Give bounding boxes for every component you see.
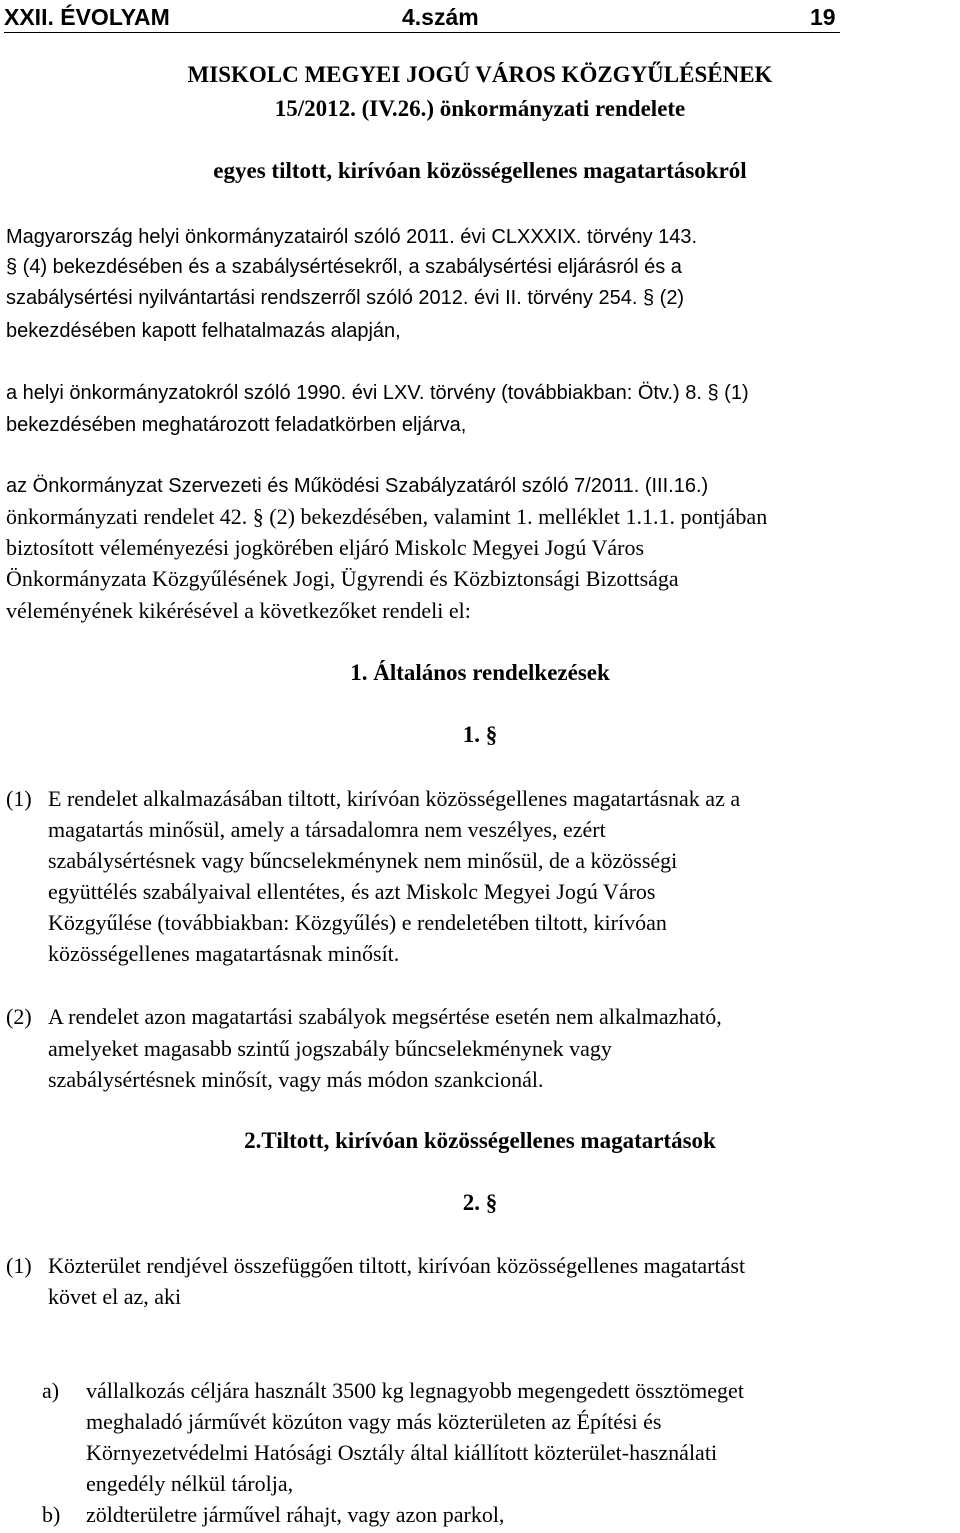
subitem-b-line-1: zöldterületre járművel ráhajt, vagy azon parkol, — [86, 1502, 505, 1527]
subitem-a-letter: a) — [42, 1378, 60, 1403]
preamble-p3-line-2: önkormányzati rendelet 42. § (2) bekezdésében, valamint 1. melléklet 1.1.1. pontjában — [6, 504, 768, 529]
section-2-paragraph-mark: 2. § — [462, 1190, 498, 1215]
item-1-line-1: E rendelet alkalmazásában tiltott, kirívóan közösségellenes magatartásnak az a — [48, 786, 741, 811]
header-issue: 4.szám — [402, 4, 479, 30]
item-2-line-3: szabálysértésnek minősít, vagy más módon szankcionál. — [48, 1067, 544, 1092]
title-line-1: MISKOLC MEGYEI JOGÚ VÁROS KÖZGYŰLÉSÉNEK — [187, 62, 773, 87]
preamble-p2-line-2: bekezdésében meghatározott feladatkörben eljárva, — [6, 414, 467, 436]
item-2-line-1: A rendelet azon magatartási szabályok megsértése esetén nem alkalmazható, — [48, 1004, 722, 1029]
section-1-paragraph-mark: 1. § — [462, 722, 498, 747]
section-2-item-1-line-2: követ el az, aki — [48, 1284, 182, 1309]
section-2-item-1-number: (1) — [6, 1253, 32, 1278]
header-page-number: 19 — [810, 4, 836, 30]
item-1-line-4: együttélés szabályaival ellentétes, és azt Miskolc Megyei Jogú Város — [48, 879, 656, 904]
section-1-heading: 1. Általános rendelkezések — [350, 660, 610, 685]
item-1-line-5: Közgyűlése (továbbiakban: Közgyűlés) e rendeletében tiltott, kirívóan — [48, 910, 667, 935]
preamble-p3-line-5: véleményének kikérésével a következőket rendeli el: — [6, 598, 471, 623]
preamble-p3-line-3: biztosított véleményezési jogkörében eljáró Miskolc Megyei Jogú Város — [6, 535, 645, 560]
preamble-p2-line-1: a helyi önkormányzatokról szóló 1990. évi LXV. törvény (továbbiakban: Ötv.) 8. § (1) — [6, 382, 749, 404]
item-1-line-6: közösségellenes magatartásnak minősít. — [48, 941, 400, 966]
subitem-a-line-3: Környezetvédelmi Hatósági Osztály által kiállított közterület-használati — [86, 1440, 718, 1465]
title-line-2: 15/2012. (IV.26.) önkormányzati rendelete — [274, 96, 686, 121]
preamble-p3-line-1: az Önkormányzat Szervezeti és Működési Szabályzatáról szóló 7/2011. (III.16.) — [6, 475, 709, 497]
subitem-b-letter: b) — [42, 1502, 61, 1527]
item-2-number: (2) — [6, 1004, 32, 1029]
item-1-line-3: szabálysértésnek vagy bűncselekménynek nem minősül, de a közösségi — [48, 848, 678, 873]
section-2-item-1-line-1: Közterület rendjével összefüggően tiltott, kirívóan közösségellenes magatartást — [48, 1253, 746, 1278]
preamble-p3-line-4: Önkormányzata Közgyűlésének Jogi, Ügyrendi és Közbiztonsági Bizottsága — [6, 566, 679, 591]
header-volume: XXII. ÉVOLYAM — [4, 4, 170, 30]
item-2-line-2: amelyeket magasabb szintű jogszabály bűncselekménynek vagy — [48, 1036, 612, 1061]
subitem-a-line-4: engedély nélkül tárolja, — [86, 1471, 294, 1496]
section-2-heading: 2.Tiltott, kirívóan közösségellenes magatartások — [244, 1128, 716, 1153]
subitem-a-line-2: meghaladó járművét közúton vagy más közterületen az Építési és — [86, 1409, 662, 1434]
preamble-p1-line-2: § (4) bekezdésében és a szabálysértésekről, a szabálysértési eljárásról és a — [6, 256, 682, 278]
page-header — [4, 2, 840, 33]
title-subtitle: egyes tiltott, kirívóan közösségellenes magatartásokról — [213, 158, 747, 183]
preamble-p1-line-4: bekezdésében kapott felhatalmazás alapján, — [6, 320, 401, 342]
preamble-p1-line-1: Magyarország helyi önkormányzatairól szóló 2011. évi CLXXXIX. törvény 143. — [6, 226, 698, 248]
item-1-number: (1) — [6, 786, 32, 811]
item-1-line-2: magatartás minősül, amely a társadalomra nem veszélyes, ezért — [48, 817, 606, 842]
preamble-p1-line-3: szabálysértési nyilvántartási rendszerről szóló 2012. évi II. törvény 254. § (2) — [6, 287, 685, 309]
subitem-a-line-1: vállalkozás céljára használt 3500 kg legnagyobb megengedett össztömeget — [86, 1378, 744, 1403]
